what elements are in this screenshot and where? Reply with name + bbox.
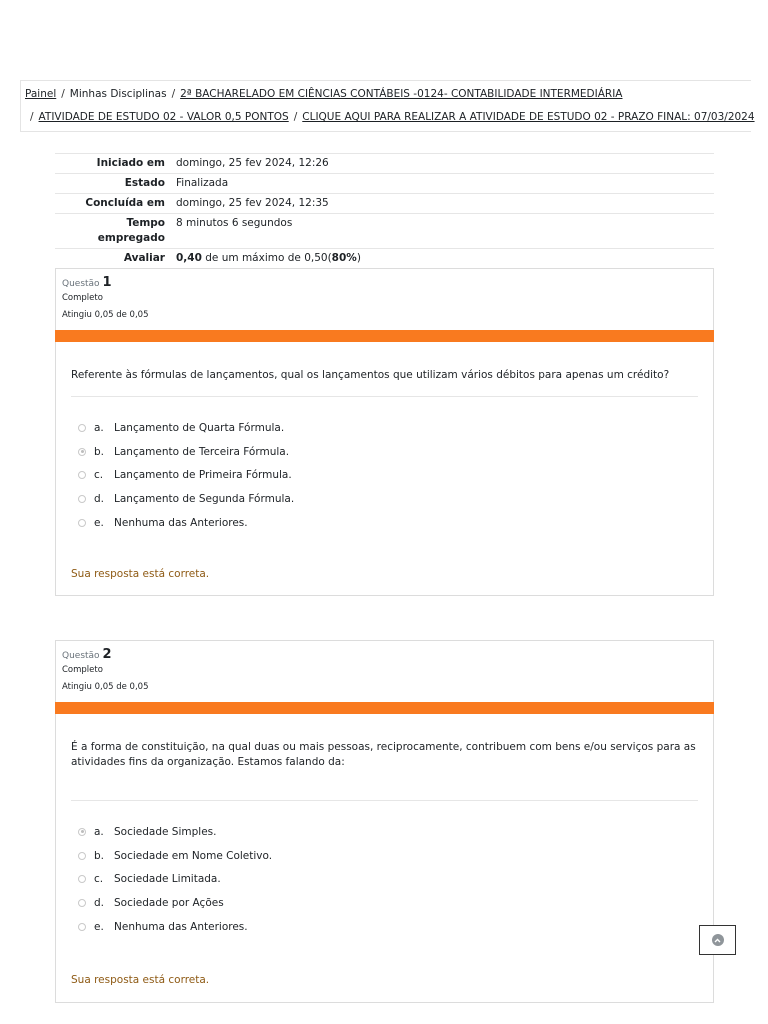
answer-letter: e.	[94, 517, 104, 530]
question-number-value: 1	[102, 275, 112, 290]
breadcrumb-separator: /	[61, 88, 65, 100]
answer-letter: e.	[94, 921, 104, 934]
radio-button[interactable]	[78, 471, 86, 479]
grade-text-end: )	[356, 252, 361, 264]
chevron-up-circle-icon	[712, 934, 724, 946]
question-text: É a forma de constituição, na qual duas ou mais pessoas, reciprocamente, contribuem com bens e/ou serviços para as atividades fins da organização. Estamos falando da:	[71, 740, 698, 801]
answer-option-a[interactable]	[78, 416, 713, 440]
answer-text: Nenhuma das Anteriores.	[114, 921, 248, 934]
question-grade: Atingiu 0,05 de 0,05	[62, 682, 149, 692]
question-header-bar	[55, 330, 714, 342]
breadcrumb-link-course[interactable]: 2ª BACHARELADO EM CIÊNCIAS CONTÁBEIS -0124- CONTABILIDADE INTERMEDIÁRIA	[180, 88, 623, 100]
radio-button[interactable]	[78, 495, 86, 503]
summary-row-state	[55, 174, 714, 194]
summary-row-grade	[55, 249, 714, 269]
question-grade: Atingiu 0,05 de 0,05	[62, 310, 149, 320]
answer-option-c[interactable]	[78, 868, 713, 892]
question-2	[55, 640, 714, 1003]
answer-option-b[interactable]	[78, 844, 713, 868]
answer-option-d[interactable]	[78, 487, 713, 511]
answer-option-e[interactable]	[78, 511, 713, 535]
question-1	[55, 268, 714, 596]
answer-text: Sociedade em Nome Coletivo.	[114, 849, 273, 862]
grade-text: de um máximo de 0,50(	[201, 252, 332, 264]
answer-letter: d.	[94, 493, 105, 506]
summary-row-started	[55, 154, 714, 174]
summary-value: domingo, 25 fev 2024, 12:26	[170, 154, 714, 174]
answer-text: Sociedade Simples.	[114, 825, 217, 838]
answer-letter: b.	[94, 849, 105, 862]
answer-option-e[interactable]	[78, 915, 713, 939]
breadcrumb-line-1	[25, 88, 623, 100]
answer-letter: d.	[94, 897, 105, 910]
question-state: Completo	[62, 665, 103, 675]
answer-option-d[interactable]	[78, 891, 713, 915]
question-info	[56, 269, 713, 330]
breadcrumb-line-2	[30, 111, 755, 123]
question-feedback: Sua resposta está correta.	[71, 568, 210, 580]
answer-text: Sociedade por Ações	[114, 897, 224, 910]
question-number-value: 2	[102, 647, 112, 662]
breadcrumb-separator: /	[30, 111, 34, 123]
breadcrumb-link-painel[interactable]: Painel	[25, 88, 57, 100]
question-number	[62, 647, 707, 662]
answer-letter: c.	[94, 469, 104, 482]
answer-option-a[interactable]	[78, 820, 713, 844]
radio-button[interactable]	[78, 519, 86, 527]
summary-value: domingo, 25 fev 2024, 12:35	[170, 194, 714, 214]
answer-letter: a.	[94, 421, 104, 434]
radio-button-selected[interactable]	[78, 828, 86, 836]
answer-list	[78, 416, 713, 535]
summary-row-time	[55, 214, 714, 249]
question-state: Completo	[62, 293, 103, 303]
breadcrumb-separator: /	[293, 111, 298, 123]
summary-label: Estado	[55, 174, 170, 194]
summary-label: Tempo empregado	[55, 214, 170, 249]
answer-text: Lançamento de Terceira Fórmula.	[114, 445, 290, 458]
answer-option-b[interactable]	[78, 440, 713, 464]
summary-label: Concluída em	[55, 194, 170, 214]
summary-label: Avaliar	[55, 249, 170, 269]
answer-text: Lançamento de Primeira Fórmula.	[114, 469, 292, 482]
radio-button-selected[interactable]	[78, 448, 86, 456]
attempt-summary-table	[55, 153, 714, 269]
radio-button[interactable]	[78, 923, 86, 931]
summary-label: Iniciado em	[55, 154, 170, 174]
question-header-bar	[55, 702, 714, 714]
radio-button[interactable]	[78, 899, 86, 907]
breadcrumb-item-minhas-disciplinas: Minhas Disciplinas	[69, 88, 167, 100]
summary-value: Finalizada	[170, 174, 714, 194]
answer-text: Lançamento de Quarta Fórmula.	[114, 421, 285, 434]
question-info	[56, 641, 713, 702]
back-to-top-button[interactable]	[699, 925, 736, 955]
answer-letter: a.	[94, 825, 104, 838]
answer-letter: b.	[94, 445, 105, 458]
answer-text: Sociedade Limitada.	[114, 873, 221, 886]
grade-percent: 80%	[331, 252, 357, 264]
breadcrumb-separator: /	[171, 88, 176, 100]
answer-list	[78, 820, 713, 939]
question-feedback: Sua resposta está correta.	[71, 974, 210, 986]
radio-button[interactable]	[78, 424, 86, 432]
breadcrumb-link-activity[interactable]: ATIVIDADE DE ESTUDO 02 - VALOR 0,5 PONTOS	[38, 111, 289, 123]
summary-row-completed	[55, 194, 714, 214]
breadcrumb-link-quiz[interactable]: CLIQUE AQUI PARA REALIZAR A ATIVIDADE DE ESTUDO 02 - PRAZO FINAL: 07/03/2024	[302, 111, 755, 123]
question-label: Questão	[62, 279, 100, 289]
summary-value	[170, 249, 714, 269]
answer-text: Lançamento de Segunda Fórmula.	[114, 493, 295, 506]
radio-button[interactable]	[78, 852, 86, 860]
grade-score: 0,40	[176, 252, 202, 264]
summary-value: 8 minutos 6 segundos	[170, 214, 714, 249]
breadcrumb	[20, 80, 755, 132]
question-text: Referente às fórmulas de lançamentos, qual os lançamentos que utilizam vários débitos para apenas um crédito?	[71, 368, 698, 397]
answer-text: Nenhuma das Anteriores.	[114, 517, 248, 530]
question-label: Questão	[62, 651, 100, 661]
answer-letter: c.	[94, 873, 104, 886]
answer-option-c[interactable]	[78, 464, 713, 488]
radio-button[interactable]	[78, 875, 86, 883]
question-number	[62, 275, 707, 290]
